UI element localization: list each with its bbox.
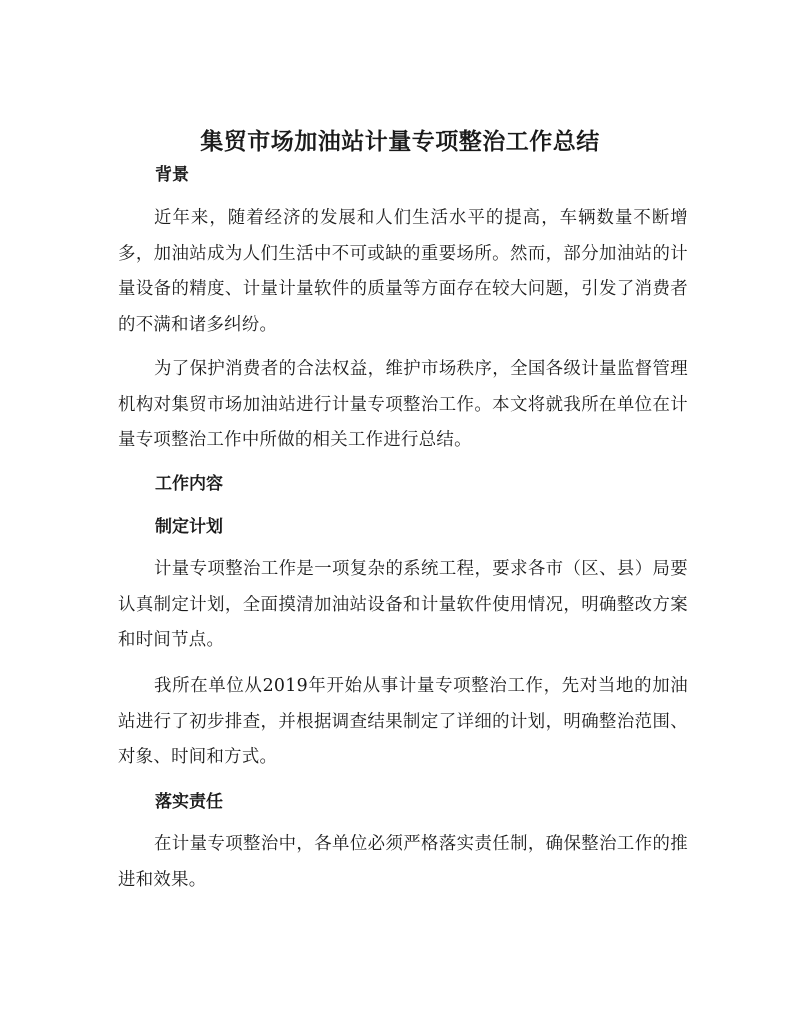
section-heading-work-content: 工作内容: [155, 474, 223, 494]
paragraph-background-1: 近年来，随着经济的发展和人们生活水平的提高，车辆数量不断增多，加油站成为人们生活中不可或缺的重要场所。然而，部分加油站的计量设备的精度、计量计量软件的质量等方面存在较大问题，引发了消费者的不满和诸多纠纷。: [118, 208, 688, 335]
paragraph-plan-2: 我所在单位从2019年开始从事计量专项整治工作，先对当地的加油站进行了初步排查，并根据调查结果制定了详细的计划，明确整治范围、对象、时间和方式。: [118, 676, 688, 767]
section-heading-background: 背景: [155, 165, 189, 185]
paragraph-responsibility-1: 在计量专项整治中，各单位必须严格落实责任制，确保整治工作的推进和效果。: [118, 834, 688, 890]
paragraph-background-2: 为了保护消费者的合法权益，维护市场秩序，全国各级计量监督管理机构对集贸市场加油站进行计量专项整治工作。本文将就我所在单位在计量专项整治工作中所做的相关工作进行总结。: [118, 359, 688, 450]
document-title: 集贸市场加油站计量专项整治工作总结: [200, 128, 600, 155]
subsection-heading-responsibility: 落实责任: [155, 792, 223, 812]
paragraph-plan-1: 计量专项整治工作是一项复杂的系统工程，要求各市（区、县）局要认真制定计划，全面摸清加油站设备和计量软件使用情况，明确整改方案和时间节点。: [118, 559, 688, 650]
subsection-heading-plan: 制定计划: [155, 517, 223, 537]
